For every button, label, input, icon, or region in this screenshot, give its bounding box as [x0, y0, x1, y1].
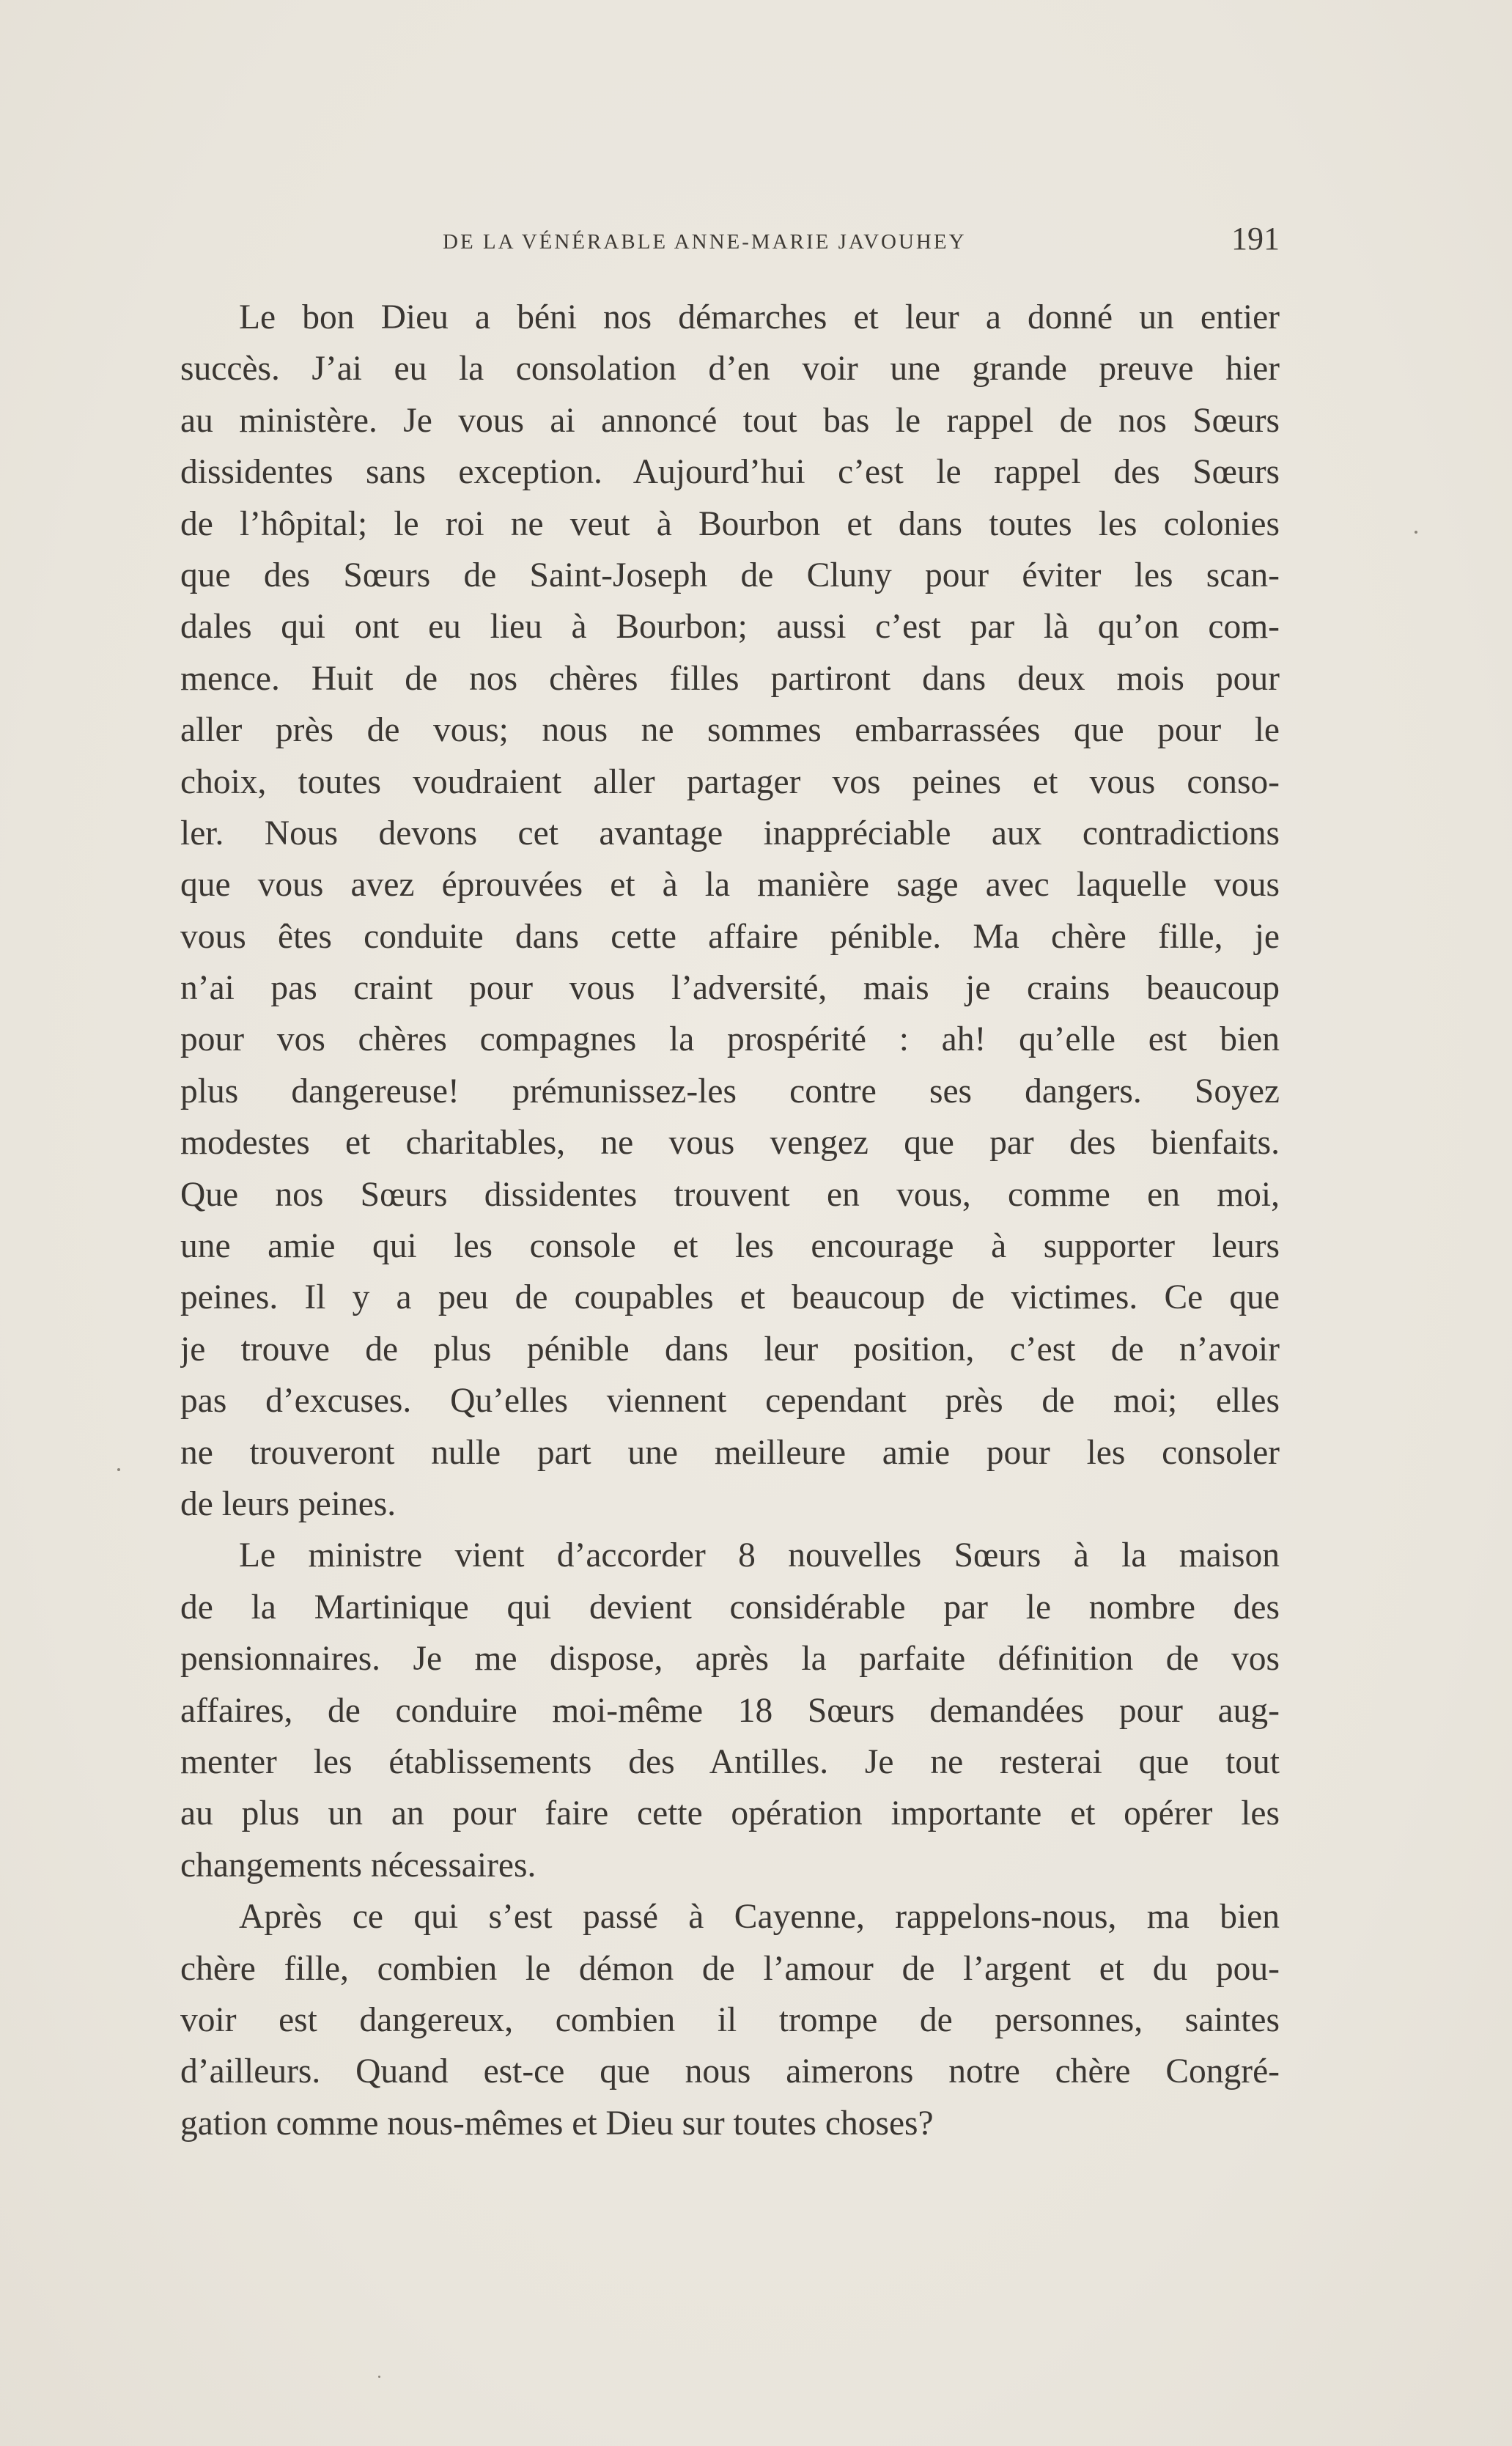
text-line: plus dangereuse! prémunissez-les contre ses dangers. Soyez — [180, 1072, 1280, 1110]
text-line: je trouve de plus pénible dans leur position, c’est de n’avoir — [180, 1330, 1280, 1368]
text-line: modestes et charitables, ne vous vengez que par des bienfaits. — [180, 1124, 1280, 1163]
text-line: Que nos Sœurs dissidentes trouvent en vous, comme en moi, — [180, 1175, 1280, 1214]
text-line: de la Martinique qui devient considérable par le nombre des — [180, 1588, 1280, 1627]
text-line: de l’hôpital; le roi ne veut à Bourbon et dans toutes les colonies — [180, 504, 1280, 543]
text-line: au ministère. Je vous ai annoncé tout bas le rappel de nos Sœurs — [180, 401, 1280, 440]
text-line: peines. Il y a peu de coupables et beaucoup de victimes. Ce que — [180, 1278, 1280, 1317]
text-line: menter les établissements des Antilles. Je ne resterai que tout — [180, 1742, 1280, 1781]
text-line: voir est dangereux, combien il trompe de personnes, saintes — [180, 2000, 1280, 2039]
text-line: Le bon Dieu a béni nos démarches et leur a donné un entier — [239, 298, 1280, 336]
running-title: DE LA VÉNÉRABLE ANNE-MARIE JAVOUHEY — [443, 230, 967, 254]
text-line: changements nécessaires. — [180, 1846, 536, 1885]
text-line: affaires, de conduire moi-même 18 Sœurs demandées pour aug- — [180, 1691, 1280, 1730]
text-line: Après ce qui s’est passé à Cayenne, rappelons-nous, ma bien — [239, 1898, 1280, 1937]
text-line: ne trouveront nulle part une meilleure amie pour les consoler — [180, 1433, 1280, 1472]
text-line: mence. Huit de nos chères filles partiront dans deux mois pour — [180, 659, 1280, 698]
text-line: choix, toutes voudraient aller partager vos peines et vous conso- — [180, 762, 1280, 801]
text-line: gation comme nous-mêmes et Dieu sur toutes choses? — [180, 2104, 934, 2143]
text-line: pas d’excuses. Qu’elles viennent cependant près de moi; elles — [180, 1382, 1280, 1421]
text-line: n’ai pas craint pour vous l’adversité, mais je crains beaucoup — [180, 969, 1280, 1008]
text-line: une amie qui les console et les encourage à supporter leurs — [180, 1227, 1280, 1266]
running-head — [180, 220, 1280, 264]
paper-speck — [1415, 531, 1417, 534]
body-text — [180, 292, 1280, 2149]
text-line: aller près de vous; nous ne sommes embarrassées que pour le — [180, 711, 1280, 750]
text-line: Le ministre vient d’accorder 8 nouvelles Sœurs à la maison — [239, 1536, 1280, 1575]
paper-speck — [117, 1468, 120, 1471]
text-line: au plus un an pour faire cette opération importante et opérer les — [180, 1794, 1280, 1833]
text-line: que vous avez éprouvées et à la manière sage avec laquelle vous — [180, 866, 1280, 905]
text-line: vous êtes conduite dans cette affaire pénible. Ma chère fille, je — [180, 917, 1280, 956]
text-line: chère fille, combien le démon de l’amour de l’argent et du pou- — [180, 1949, 1280, 1988]
page-number: 191 — [1231, 221, 1280, 257]
text-line: ler. Nous devons cet avantage inappréciable aux contradictions — [180, 814, 1280, 852]
text-line: dales qui ont eu lieu à Bourbon; aussi c’est par là qu’on com- — [180, 608, 1280, 647]
text-line: d’ailleurs. Quand est-ce que nous aimerons notre chère Congré- — [180, 2052, 1280, 2091]
text-line: que des Sœurs de Saint-Joseph de Cluny pour éviter les scan- — [180, 556, 1280, 594]
text-line: succès. J’ai eu la consolation d’en voir une grande preuve hier — [180, 350, 1280, 388]
text-line: pour vos chères compagnes la prospérité : ah! qu’elle est bien — [180, 1020, 1280, 1059]
text-line: pensionnaires. Je me dispose, après la parfaite définition de vos — [180, 1640, 1280, 1679]
text-line: de leurs peines. — [180, 1484, 397, 1523]
text-line: dissidentes sans exception. Aujourd’hui c’est le rappel des Sœurs — [180, 453, 1280, 492]
paper-speck — [378, 2376, 380, 2378]
